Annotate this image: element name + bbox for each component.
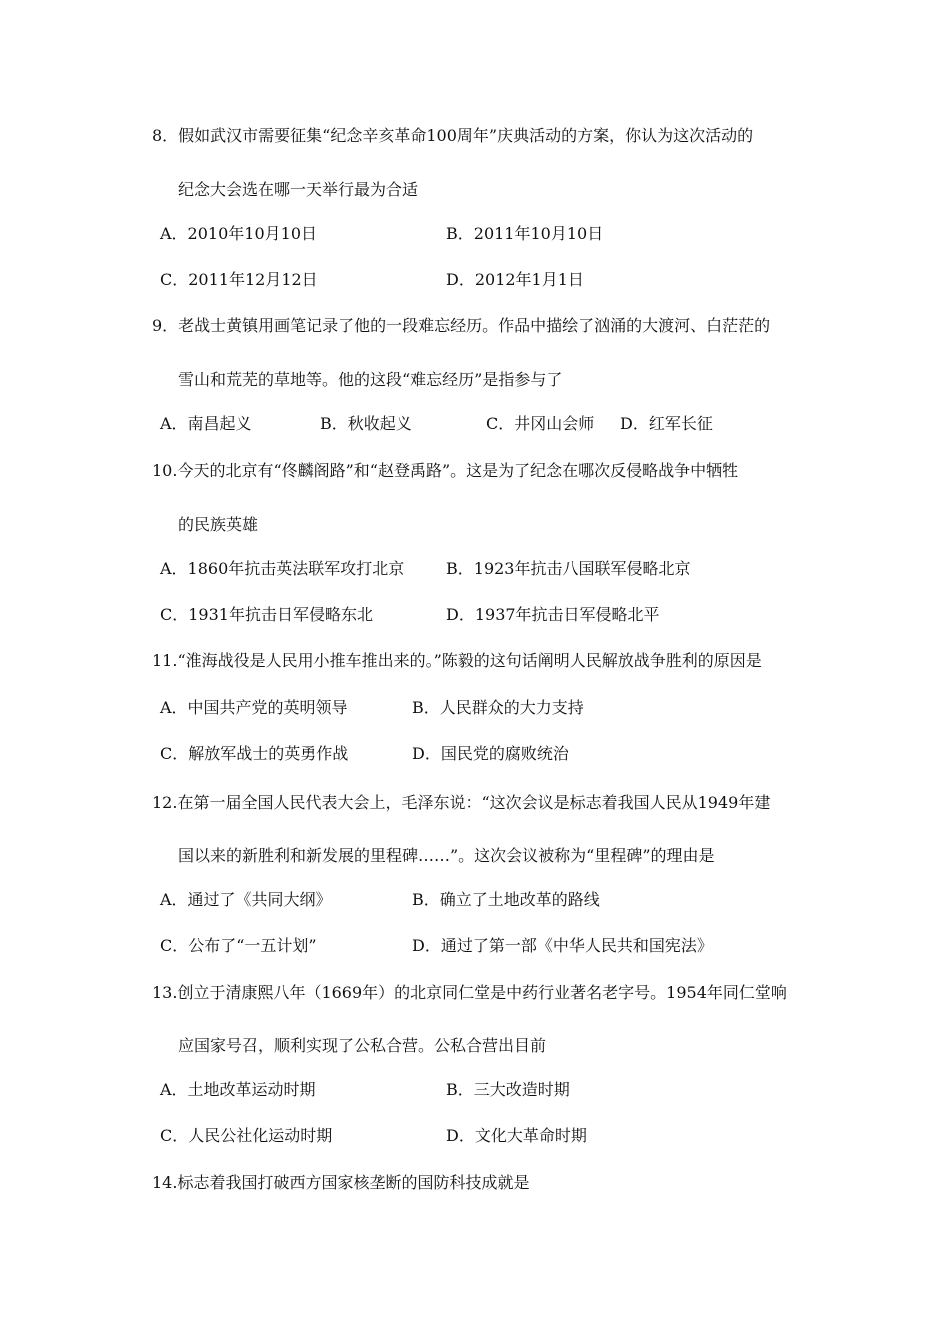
question-10-option-a: A．1860年抗击英法联军攻打北京: [160, 559, 405, 578]
question-8-option-b: B．2011年10月10日: [446, 224, 604, 243]
question-11-stem-line-1: 11.“淮海战役是人民用小推车推出来的。”陈毅的这句话阐明人民解放战争胜利的原因是: [152, 651, 762, 670]
question-12-stem-line-1: 12.在第一届全国人民代表大会上，毛泽东说：“这次会议是标志着我国人民从1949年建: [152, 793, 771, 812]
question-10-option-c: C．1931年抗击日军侵略东北: [160, 605, 373, 624]
question-13-stem-line-2: 应国家号召，顺利实现了公私合营。公私合营出目前: [178, 1036, 547, 1055]
question-13-option-a: A．土地改革运动时期: [160, 1080, 316, 1099]
question-13-option-b: B．三大改造时期: [446, 1080, 570, 1099]
question-13-stem-line-1: 13.创立于清康熙八年（1669年）的北京同仁堂是中药行业著名老字号。1954年同仁堂响: [152, 983, 787, 1002]
question-12-option-d: D．通过了第一部《中华人民共和国宪法》: [412, 936, 713, 955]
question-11-option-c: C．解放军战士的英勇作战: [160, 744, 349, 763]
question-8-stem-line-2: 纪念大会选在哪一天举行最为合适: [178, 180, 419, 199]
question-8-stem-line-1: 8．假如武汉市需要征集“纪念辛亥革命100周年”庆典活动的方案，你认为这次活动的: [152, 126, 754, 145]
question-11-option-d: D．国民党的腐败统治: [412, 744, 569, 763]
question-11-option-b: B．人民群众的大力支持: [412, 698, 584, 717]
question-14-stem-line-1: 14.标志着我国打破西方国家核垄断的国防科技成就是: [152, 1173, 530, 1192]
question-9-option-c: C．井冈山会师: [486, 414, 595, 433]
question-11-option-a: A．中国共产党的英明领导: [160, 698, 348, 717]
question-8-option-d: D．2012年1月1日: [446, 270, 584, 289]
question-9-stem-line-1: 9．老战士黄镇用画笔记录了他的一段难忘经历。作品中描绘了汹涌的大渡河、白茫茫的: [152, 316, 771, 335]
question-10-stem-line-1: 10.今天的北京有“佟麟阁路”和“赵登禹路”。这是为了纪念在哪次反侵略战争中牺牲: [152, 461, 739, 480]
question-12-stem-line-2: 国以来的新胜利和新发展的里程碑……”。这次会议被称为“里程碑”的理由是: [178, 846, 715, 865]
question-13-option-c: C．人民公社化运动时期: [160, 1126, 333, 1145]
question-9-option-b: B．秋收起义: [320, 414, 412, 433]
question-10-option-b: B．1923年抗击八国联军侵略北京: [446, 559, 691, 578]
question-12-option-a: A．通过了《共同大纲》: [160, 890, 332, 909]
question-13-option-d: D．文化大革命时期: [446, 1126, 587, 1145]
question-9-stem-line-2: 雪山和荒芜的草地等。他的这段“难忘经历”是指参与了: [178, 370, 563, 389]
question-9-option-a: A．南昌起义: [160, 414, 252, 433]
question-12-option-c: C．公布了“一五计划”: [160, 936, 317, 955]
question-12-option-b: B．确立了土地改革的路线: [412, 890, 600, 909]
question-10-stem-line-2: 的民族英雄: [178, 515, 259, 534]
question-10-option-d: D．1937年抗击日军侵略北平: [446, 605, 660, 624]
question-9-option-d: D．红军长征: [620, 414, 713, 433]
question-8-option-c: C．2011年12月12日: [160, 270, 318, 289]
question-8-option-a: A．2010年10月10日: [160, 224, 317, 243]
